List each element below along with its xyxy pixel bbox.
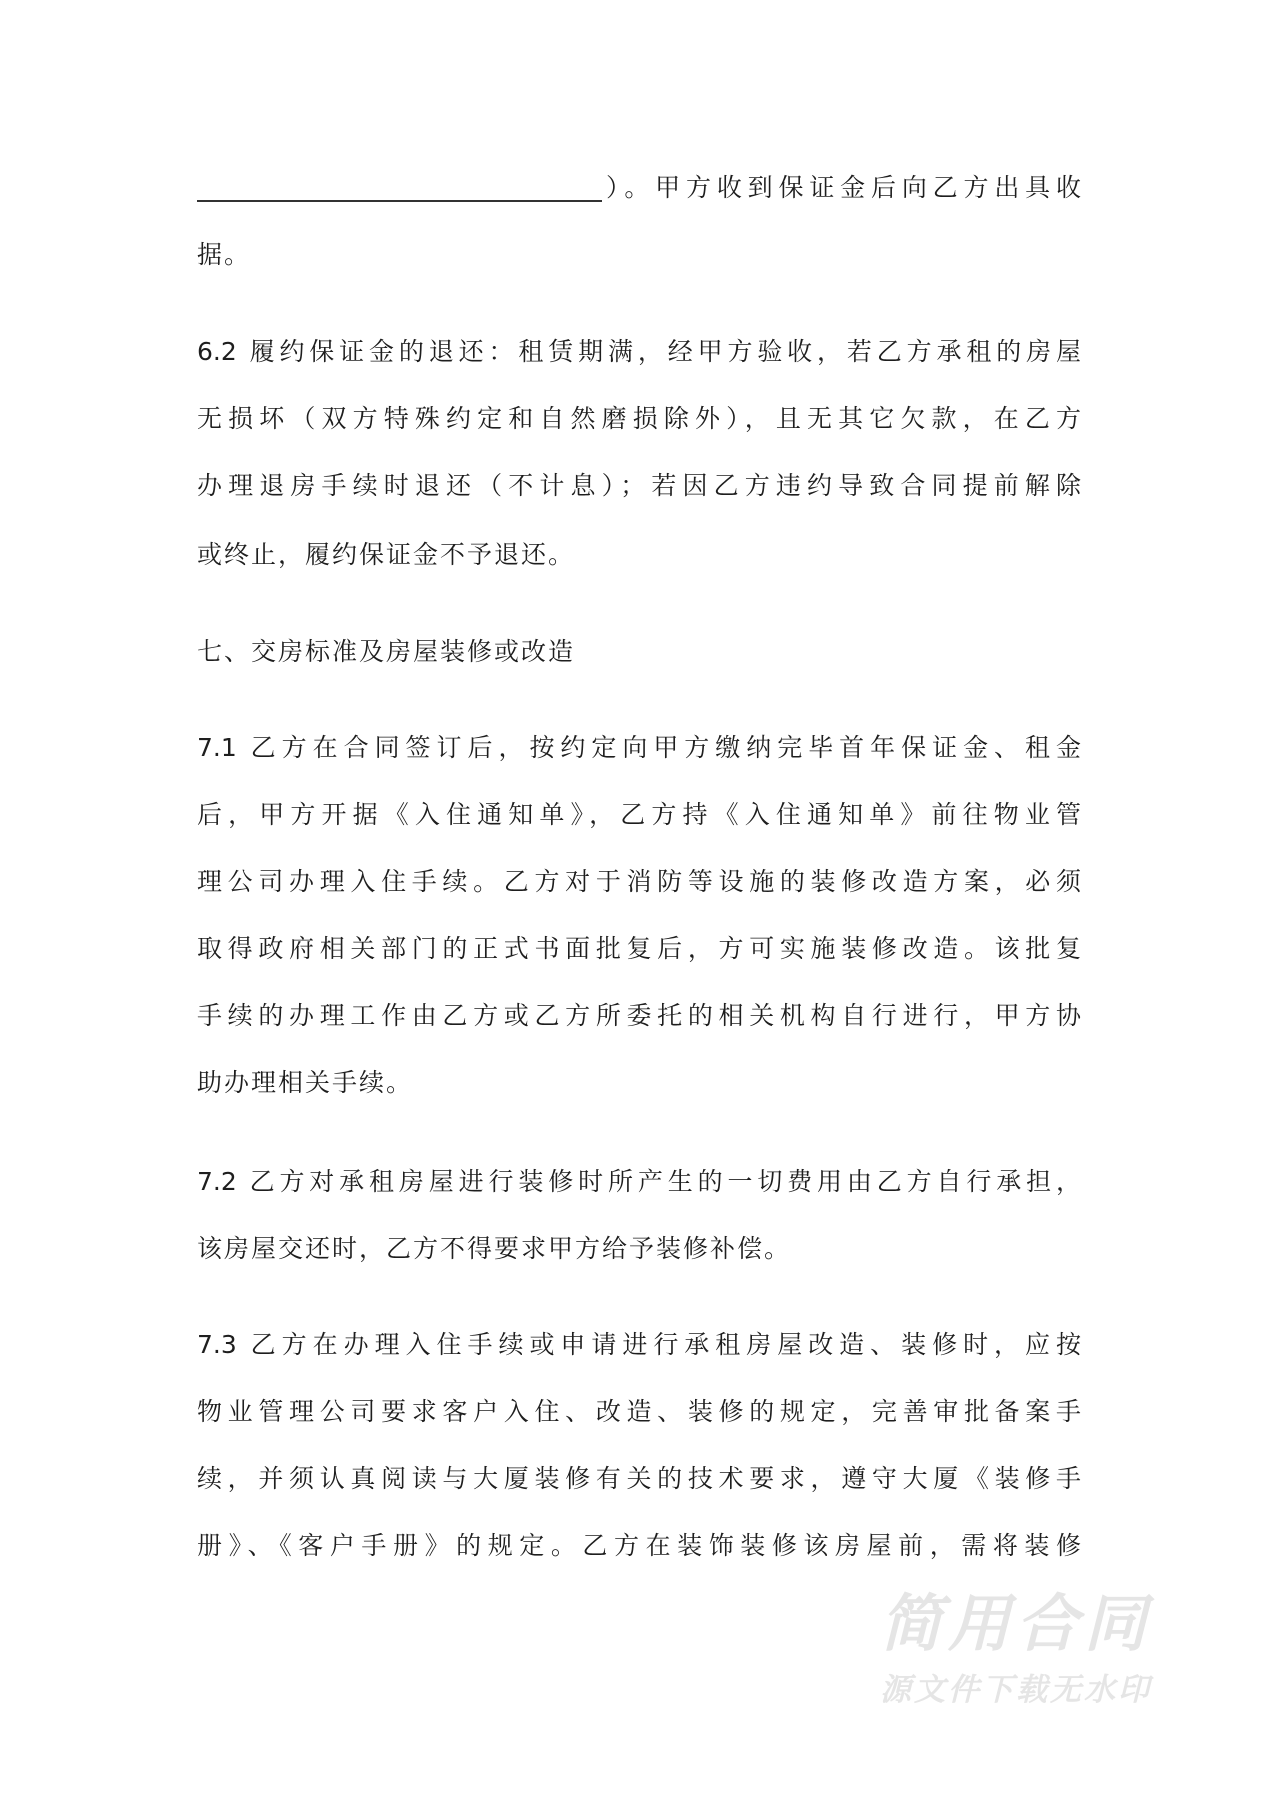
clause-7-1-line: 助办理相关手续。 <box>197 1068 414 1097</box>
clause-7-3-line: 册》、《客户手册》的规定。乙方在装饰装修该房屋前，需将装修 <box>197 1531 1081 1560</box>
clause-7-3-line: 7.3 乙方在办理入住手续或申请进行承租房屋改造、装修时，应按 <box>197 1330 1081 1359</box>
watermark-title: 简用合同 <box>880 1587 1153 1660</box>
clause-6-2-line: 6.2 履约保证金的退还：租赁期满，经甲方验收，若乙方承租的房屋 <box>197 337 1081 366</box>
receipt-sentence-end: 据。 <box>197 240 252 269</box>
clause-6-2-line: 无损坏（双方特殊约定和自然磨损除外），且无其它欠款，在乙方 <box>197 404 1081 433</box>
deposit-amount-line <box>197 171 608 205</box>
clause-7-2-line: 该房屋交还时，乙方不得要求甲方给予装修补偿。 <box>197 1234 792 1263</box>
section-7-heading: 七、交房标准及房屋装修或改造 <box>197 637 576 666</box>
blank-fill-underline <box>197 200 602 202</box>
clause-6-2-line: 办理退房手续时退还（不计息）；若因乙方违约导致合同提前解除 <box>197 471 1081 500</box>
clause-7-1-line: 后，甲方开据《入住通知单》，乙方持《入住通知单》前往物业管 <box>197 800 1081 829</box>
clause-7-3-line: 物业管理公司要求客户入住、改造、装修的规定，完善审批备案手 <box>197 1397 1081 1426</box>
clause-7-1-line: 理公司办理入住手续。乙方对于消防等设施的装修改造方案，必须 <box>197 867 1081 896</box>
receipt-sentence: ）。甲方收到保证金后向乙方出具收 <box>606 173 1081 202</box>
clause-7-3-line: 续，并须认真阅读与大厦装修有关的技术要求，遵守大厦《装修手 <box>197 1464 1081 1493</box>
clause-7-1-line: 手续的办理工作由乙方或乙方所委托的相关机构自行进行，甲方协 <box>197 1001 1081 1030</box>
watermark <box>880 1587 1180 1708</box>
clause-6-2-line: 或终止，履约保证金不予退还。 <box>197 540 576 569</box>
clause-7-1-line: 取得政府相关部门的正式书面批复后，方可实施装修改造。该批复 <box>197 934 1081 963</box>
clause-7-1-line: 7.1 乙方在合同签订后，按约定向甲方缴纳完毕首年保证金、租金 <box>197 733 1081 762</box>
watermark-subtitle: 源文件下载无水印 <box>880 1672 1152 1708</box>
clause-7-2-line: 7.2 乙方对承租房屋进行装修时所产生的一切费用由乙方自行承担， <box>197 1167 1081 1196</box>
